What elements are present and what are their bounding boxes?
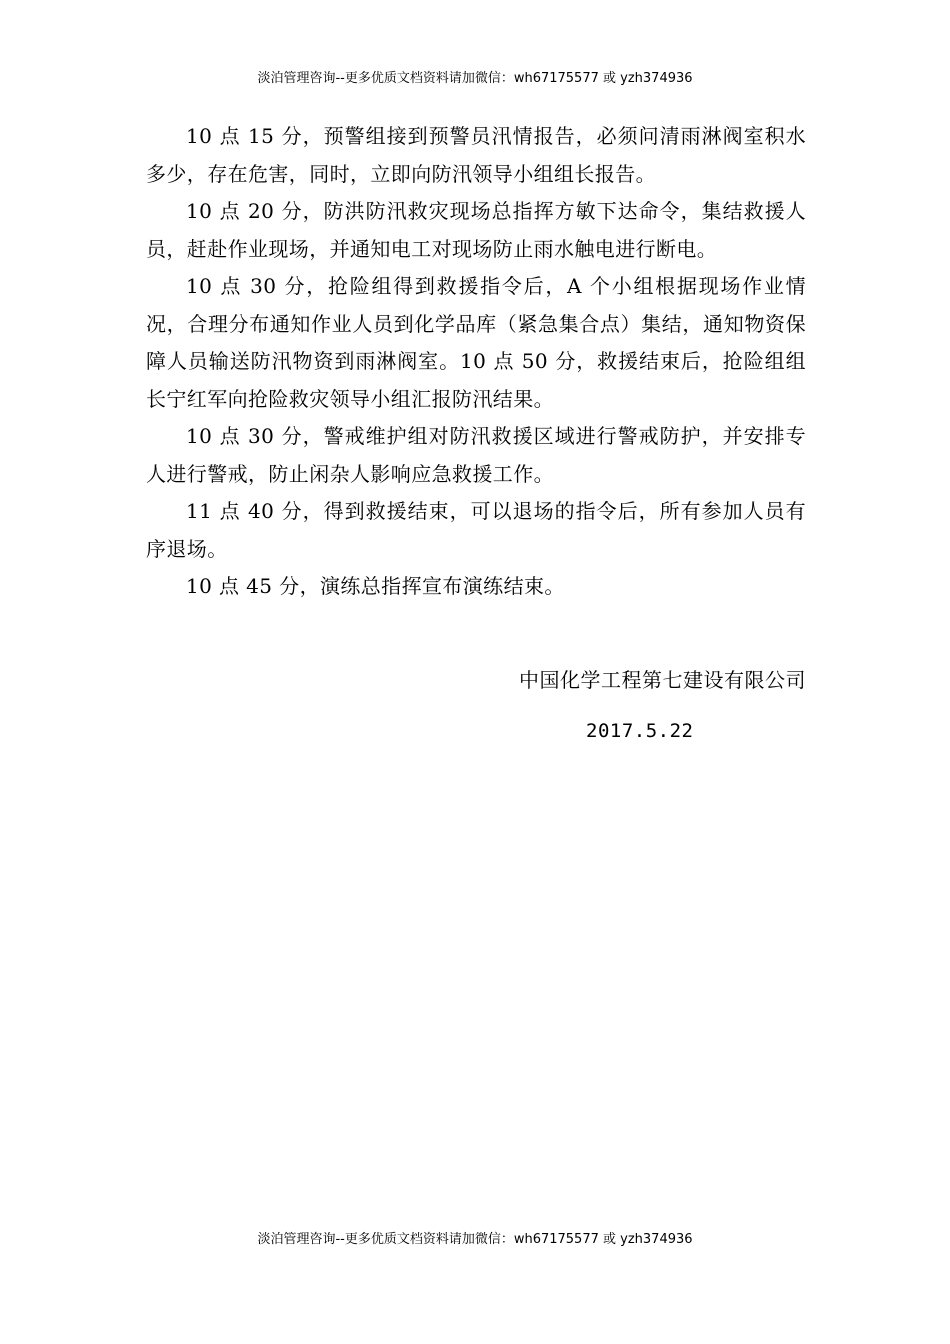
paragraph: 11 点 40 分，得到救援结束，可以退场的指令后，所有参加人员有序退场。 (146, 499, 806, 561)
signature-date: 2017.5.22 (586, 720, 694, 742)
paragraph: 10 点 30 分，警戒维护组对防汛救援区域进行警戒防护，并安排专人进行警戒，防止闲杂人影响应急救援工作。 (146, 424, 806, 486)
page-header: 淡泊管理咨询--更多优质文档资料请加微信：wh67175577 或 yzh374936 (257, 71, 693, 86)
paragraph: 10 点 15 分，预警组接到预警员汛情报告，必须问清雨淋阀室积水多少，存在危害，同时，立即向防汛领导小组组长报告。 (146, 124, 806, 186)
signature-company: 中国化学工程第七建设有限公司 (519, 668, 806, 692)
paragraph: 10 点 30 分，抢险组得到救援指令后，A 个小组根据现场作业情况，合理分布通知作业人员到化学品库（紧急集合点）集结，通知物资保障人员输送防汛物资到雨淋阀室。10 点 50 分，救援结束后，抢险组组长宁红军向抢险救灾领导小组汇报防汛结果。 (146, 274, 806, 411)
paragraph: 10 点 45 分，演练总指挥宣布演练结束。 (186, 574, 565, 598)
document-body (146, 118, 806, 606)
page-footer: 淡泊管理咨询--更多优质文档资料请加微信：wh67175577 或 yzh374936 (257, 1232, 693, 1247)
paragraph: 10 点 20 分，防洪防汛救灾现场总指挥方敏下达命令，集结救援人员，赶赴作业现场，并通知电工对现场防止雨水触电进行断电。 (146, 199, 806, 261)
